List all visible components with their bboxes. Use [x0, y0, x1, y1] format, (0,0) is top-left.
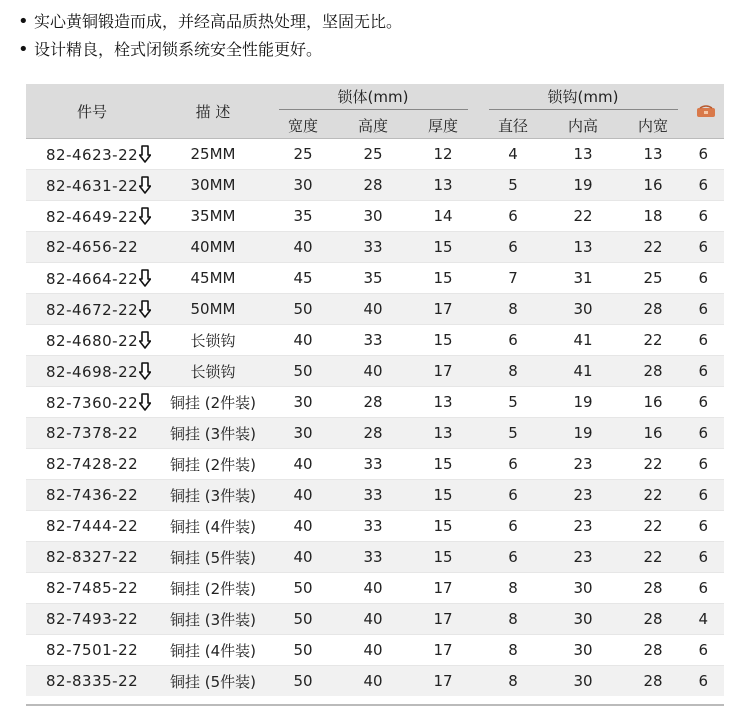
cell-inner-width: 28 — [618, 635, 688, 666]
cell-width: 30 — [268, 418, 338, 449]
cell-diameter: 7 — [478, 263, 548, 294]
down-arrow-icon — [139, 362, 151, 380]
part-no-text: 82-7485-22 — [46, 579, 139, 597]
table-row — [26, 573, 724, 604]
cell-diameter: 8 — [478, 604, 548, 635]
cell-description: 50MM — [158, 294, 268, 325]
cell-part-no — [26, 387, 158, 418]
cell-part-no — [26, 666, 158, 697]
cell-height: 33 — [338, 449, 408, 480]
cell-inner-width: 13 — [618, 139, 688, 170]
table-row — [26, 294, 724, 325]
header-part-no: 件号 — [26, 84, 158, 139]
cell-part-no — [26, 449, 158, 480]
cell-description: 长锁钩 — [158, 356, 268, 387]
cell-inner-width: 16 — [618, 387, 688, 418]
cell-diameter: 6 — [478, 201, 548, 232]
cell-part-no — [26, 604, 158, 635]
cell-part-no — [26, 511, 158, 542]
header-diameter: 直径 — [478, 112, 548, 139]
cell-height: 40 — [338, 573, 408, 604]
cell-width: 50 — [268, 635, 338, 666]
table-body — [26, 139, 724, 697]
cell-thickness: 17 — [408, 635, 478, 666]
part-no-text: 82-4649-22 — [46, 207, 139, 226]
cell-height: 28 — [338, 387, 408, 418]
feature-text: 设计精良，栓式闭锁系统安全性能更好。 — [34, 40, 323, 59]
cell-thickness: 17 — [408, 604, 478, 635]
cell-width: 30 — [268, 387, 338, 418]
cell-diameter: 5 — [478, 170, 548, 201]
cell-inner-width: 22 — [618, 511, 688, 542]
cell-qty: 6 — [688, 542, 724, 573]
cell-inner-width: 22 — [618, 449, 688, 480]
spec-table — [26, 84, 724, 696]
cell-description: 铜挂 (4件装) — [158, 511, 268, 542]
table-row — [26, 604, 724, 635]
cell-width: 50 — [268, 604, 338, 635]
cell-diameter: 6 — [478, 511, 548, 542]
cell-inner-height: 19 — [548, 418, 618, 449]
cell-inner-height: 41 — [548, 325, 618, 356]
cell-part-no — [26, 573, 158, 604]
table-row — [26, 387, 724, 418]
table-header — [26, 84, 724, 139]
cell-width: 50 — [268, 573, 338, 604]
table-row — [26, 511, 724, 542]
feature-text: 实心黄铜锻造而成，并经高品质热处理，坚固无比。 — [34, 12, 403, 31]
cell-thickness: 15 — [408, 263, 478, 294]
table-row — [26, 635, 724, 666]
cell-qty: 6 — [688, 573, 724, 604]
cell-qty: 6 — [688, 170, 724, 201]
down-arrow-icon — [139, 207, 151, 225]
cell-inner-width: 28 — [618, 573, 688, 604]
cell-qty: 6 — [688, 232, 724, 263]
cell-inner-height: 23 — [548, 542, 618, 573]
cell-qty: 6 — [688, 325, 724, 356]
cell-width: 30 — [268, 170, 338, 201]
part-no-text: 82-4664-22 — [46, 269, 139, 288]
cell-thickness: 15 — [408, 480, 478, 511]
header-lock-body-group — [268, 84, 478, 112]
cell-diameter: 6 — [478, 480, 548, 511]
cell-thickness: 15 — [408, 449, 478, 480]
table-row — [26, 263, 724, 294]
cell-inner-height: 23 — [548, 480, 618, 511]
cell-inner-width: 22 — [618, 232, 688, 263]
part-no-text: 82-7501-22 — [46, 641, 139, 659]
table-bottom-rule — [26, 704, 724, 706]
part-no-text: 82-4698-22 — [46, 362, 139, 381]
cell-part-no — [26, 170, 158, 201]
cell-inner-height: 30 — [548, 294, 618, 325]
cell-inner-height: 30 — [548, 573, 618, 604]
cell-inner-width: 28 — [618, 294, 688, 325]
feature-item — [18, 8, 738, 36]
cell-part-no — [26, 201, 158, 232]
cell-width: 40 — [268, 511, 338, 542]
feature-list — [18, 8, 738, 64]
cell-width: 25 — [268, 139, 338, 170]
cell-inner-height: 30 — [548, 666, 618, 697]
cell-height: 40 — [338, 356, 408, 387]
table-row — [26, 480, 724, 511]
header-inner-width: 内宽 — [618, 112, 688, 139]
cell-inner-width: 18 — [618, 201, 688, 232]
cell-diameter: 8 — [478, 635, 548, 666]
cell-diameter: 4 — [478, 139, 548, 170]
cell-diameter: 6 — [478, 232, 548, 263]
table-row — [26, 542, 724, 573]
cell-description: 长锁钩 — [158, 325, 268, 356]
lock-package-icon — [695, 105, 717, 119]
feature-item — [18, 36, 738, 64]
cell-qty: 6 — [688, 201, 724, 232]
cell-qty: 6 — [688, 387, 724, 418]
cell-height: 35 — [338, 263, 408, 294]
table-row — [26, 170, 724, 201]
cell-qty: 4 — [688, 604, 724, 635]
cell-inner-width: 22 — [618, 542, 688, 573]
cell-thickness: 15 — [408, 232, 478, 263]
cell-height: 33 — [338, 325, 408, 356]
cell-width: 35 — [268, 201, 338, 232]
part-no-text: 82-8335-22 — [46, 672, 139, 690]
cell-inner-height: 13 — [548, 232, 618, 263]
down-arrow-icon — [139, 176, 151, 194]
cell-part-no — [26, 542, 158, 573]
cell-inner-height: 23 — [548, 511, 618, 542]
cell-height: 25 — [338, 139, 408, 170]
down-arrow-icon — [139, 269, 151, 287]
cell-part-no — [26, 325, 158, 356]
cell-part-no — [26, 418, 158, 449]
cell-qty: 6 — [688, 139, 724, 170]
cell-inner-height: 30 — [548, 635, 618, 666]
cell-height: 33 — [338, 511, 408, 542]
cell-part-no — [26, 232, 158, 263]
part-no-text: 82-7428-22 — [46, 455, 139, 473]
table-row — [26, 666, 724, 697]
cell-inner-height: 13 — [548, 139, 618, 170]
cell-description: 40MM — [158, 232, 268, 263]
cell-description: 45MM — [158, 263, 268, 294]
cell-qty: 6 — [688, 511, 724, 542]
cell-thickness: 13 — [408, 387, 478, 418]
table-row — [26, 449, 724, 480]
cell-height: 28 — [338, 418, 408, 449]
cell-width: 50 — [268, 666, 338, 697]
cell-inner-width: 28 — [618, 604, 688, 635]
cell-thickness: 12 — [408, 139, 478, 170]
cell-inner-height: 19 — [548, 387, 618, 418]
down-arrow-icon — [139, 331, 151, 349]
cell-qty: 6 — [688, 356, 724, 387]
header-thickness: 厚度 — [408, 112, 478, 139]
cell-qty: 6 — [688, 666, 724, 697]
cell-inner-height: 41 — [548, 356, 618, 387]
cell-qty: 6 — [688, 480, 724, 511]
cell-qty: 6 — [688, 418, 724, 449]
cell-thickness: 17 — [408, 666, 478, 697]
cell-inner-width: 22 — [618, 325, 688, 356]
part-no-text: 82-7493-22 — [46, 610, 139, 628]
cell-width: 50 — [268, 294, 338, 325]
cell-description: 铜挂 (3件装) — [158, 480, 268, 511]
cell-diameter: 8 — [478, 356, 548, 387]
cell-inner-width: 25 — [618, 263, 688, 294]
cell-width: 45 — [268, 263, 338, 294]
table-row — [26, 201, 724, 232]
cell-inner-height: 31 — [548, 263, 618, 294]
cell-height: 40 — [338, 635, 408, 666]
down-arrow-icon — [139, 300, 151, 318]
cell-part-no — [26, 480, 158, 511]
part-no-text: 82-8327-22 — [46, 548, 139, 566]
table-row — [26, 356, 724, 387]
cell-thickness: 17 — [408, 573, 478, 604]
header-height: 高度 — [338, 112, 408, 139]
cell-diameter: 8 — [478, 294, 548, 325]
cell-inner-width: 16 — [618, 170, 688, 201]
cell-description: 25MM — [158, 139, 268, 170]
part-no-text: 82-7444-22 — [46, 517, 139, 535]
cell-inner-width: 28 — [618, 356, 688, 387]
header-qty — [688, 84, 724, 139]
cell-qty: 6 — [688, 635, 724, 666]
part-no-text: 82-7360-22 — [46, 393, 139, 412]
part-no-text: 82-7436-22 — [46, 486, 139, 504]
cell-height: 33 — [338, 542, 408, 573]
cell-description: 铜挂 (3件装) — [158, 418, 268, 449]
table-row — [26, 139, 724, 170]
cell-thickness: 15 — [408, 542, 478, 573]
header-description: 描 述 — [158, 84, 268, 139]
cell-description: 铜挂 (4件装) — [158, 635, 268, 666]
cell-width: 40 — [268, 542, 338, 573]
cell-part-no — [26, 635, 158, 666]
cell-inner-width: 28 — [618, 666, 688, 697]
cell-description: 铜挂 (5件装) — [158, 542, 268, 573]
cell-height: 28 — [338, 170, 408, 201]
cell-height: 40 — [338, 666, 408, 697]
cell-thickness: 15 — [408, 325, 478, 356]
cell-height: 33 — [338, 232, 408, 263]
cell-description: 铜挂 (2件装) — [158, 449, 268, 480]
cell-part-no — [26, 263, 158, 294]
cell-width: 50 — [268, 356, 338, 387]
cell-description: 铜挂 (3件装) — [158, 604, 268, 635]
cell-description: 铜挂 (2件装) — [158, 573, 268, 604]
cell-diameter: 8 — [478, 666, 548, 697]
cell-qty: 6 — [688, 294, 724, 325]
cell-thickness: 17 — [408, 294, 478, 325]
cell-inner-height: 19 — [548, 170, 618, 201]
header-shackle-group — [478, 84, 688, 112]
cell-inner-width: 22 — [618, 480, 688, 511]
cell-diameter: 5 — [478, 418, 548, 449]
down-arrow-icon — [139, 145, 151, 163]
cell-description: 铜挂 (2件装) — [158, 387, 268, 418]
cell-qty: 6 — [688, 449, 724, 480]
cell-part-no — [26, 356, 158, 387]
cell-diameter: 5 — [478, 387, 548, 418]
part-no-text: 82-4631-22 — [46, 176, 139, 195]
bullet-icon: • — [18, 11, 29, 32]
header-inner-height: 内高 — [548, 112, 618, 139]
cell-part-no — [26, 294, 158, 325]
cell-diameter: 8 — [478, 573, 548, 604]
part-no-text: 82-4623-22 — [46, 145, 139, 164]
cell-width: 40 — [268, 232, 338, 263]
spec-table-container — [26, 84, 724, 696]
cell-width: 40 — [268, 325, 338, 356]
table-row — [26, 325, 724, 356]
table-row — [26, 418, 724, 449]
cell-thickness: 13 — [408, 418, 478, 449]
cell-diameter: 6 — [478, 449, 548, 480]
cell-height: 33 — [338, 480, 408, 511]
cell-thickness: 13 — [408, 170, 478, 201]
cell-inner-height: 22 — [548, 201, 618, 232]
part-no-text: 82-4680-22 — [46, 331, 139, 350]
header-lock-body-label: 锁体(mm) — [279, 86, 468, 110]
cell-description: 铜挂 (5件装) — [158, 666, 268, 697]
cell-qty: 6 — [688, 263, 724, 294]
cell-inner-height: 23 — [548, 449, 618, 480]
cell-thickness: 14 — [408, 201, 478, 232]
cell-height: 40 — [338, 294, 408, 325]
header-shackle-label: 锁钩(mm) — [489, 86, 678, 110]
cell-description: 30MM — [158, 170, 268, 201]
cell-diameter: 6 — [478, 325, 548, 356]
table-row — [26, 232, 724, 263]
cell-thickness: 17 — [408, 356, 478, 387]
cell-thickness: 15 — [408, 511, 478, 542]
part-no-text: 82-4672-22 — [46, 300, 139, 319]
cell-width: 40 — [268, 449, 338, 480]
cell-height: 40 — [338, 604, 408, 635]
cell-part-no — [26, 139, 158, 170]
down-arrow-icon — [139, 393, 151, 411]
cell-inner-width: 16 — [618, 418, 688, 449]
part-no-text: 82-4656-22 — [46, 238, 139, 256]
cell-diameter: 6 — [478, 542, 548, 573]
header-width: 宽度 — [268, 112, 338, 139]
part-no-text: 82-7378-22 — [46, 424, 139, 442]
cell-inner-height: 30 — [548, 604, 618, 635]
cell-height: 30 — [338, 201, 408, 232]
bullet-icon: • — [18, 39, 29, 60]
cell-description: 35MM — [158, 201, 268, 232]
cell-width: 40 — [268, 480, 338, 511]
